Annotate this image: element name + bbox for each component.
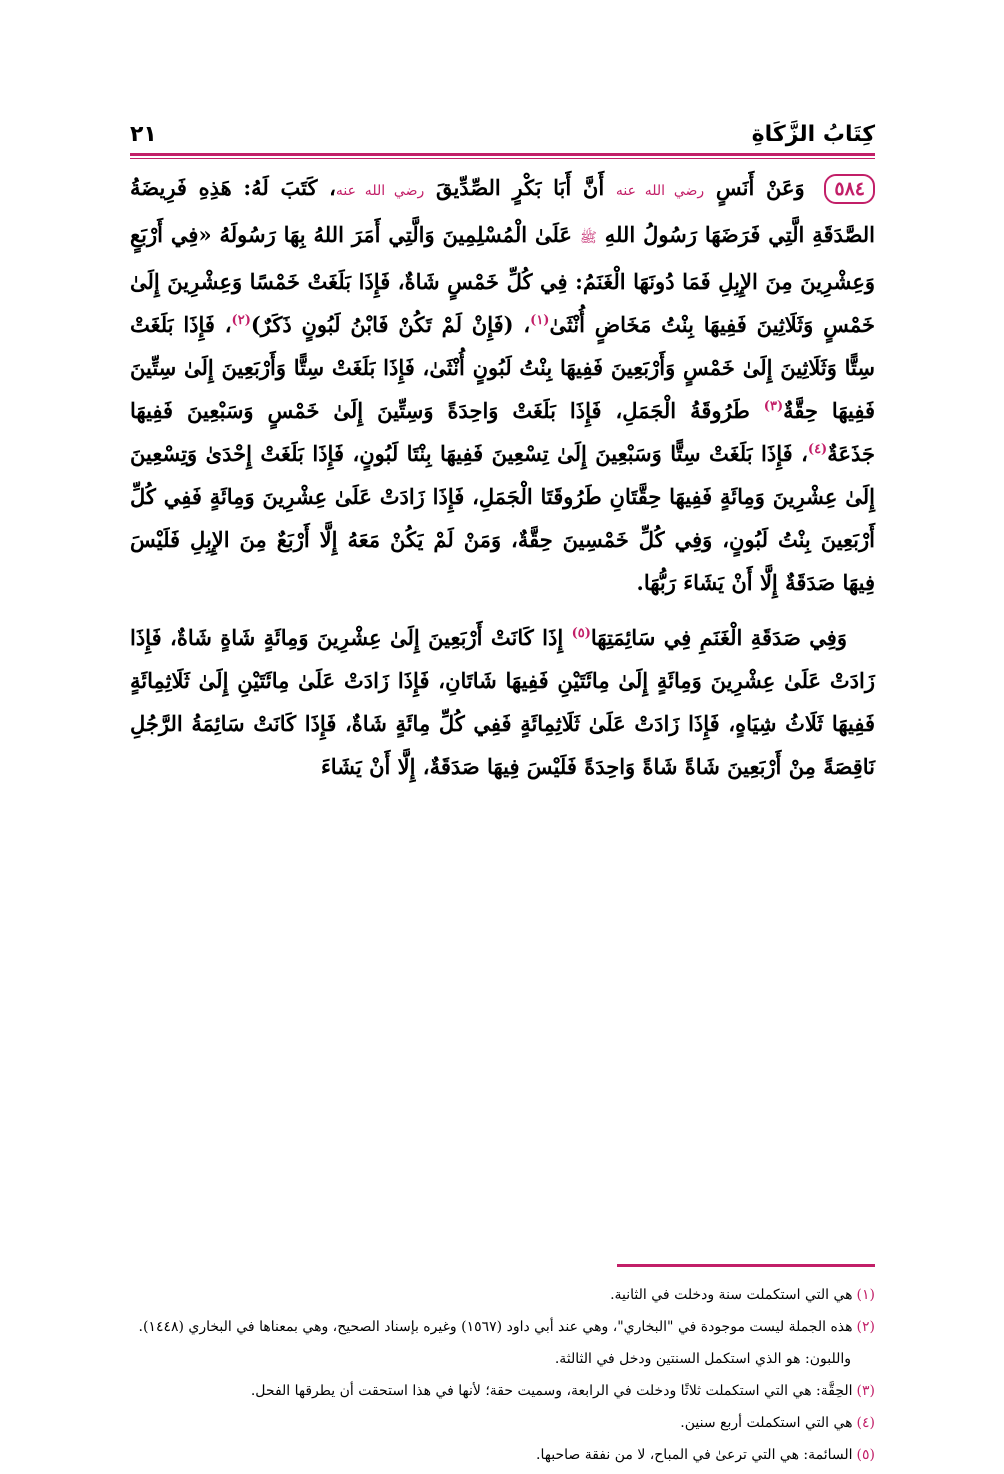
footnote-1 <box>130 1282 875 1308</box>
footnote-2 <box>130 1314 875 1340</box>
text-segment: طَرُوقَةُ الْجَمَلِ، فَإِذَا بَلَغَتْ وَاحِدَةً وَسِتِّينَ إِلَىٰ خَمْسٍ وَسَبْعِينَ فَفِيهَا جَذَعَةٌ <box>130 398 875 466</box>
page-header <box>130 108 875 148</box>
footnote-number: (٥) <box>856 1447 875 1463</box>
footnote-text: واللبون: هو الذي استكمل السنتين ودخل في الثالثة. <box>554 1351 851 1367</box>
footnote-4 <box>130 1410 875 1436</box>
text-segment: ، فَإِذَا بَلَغَتْ سِتًّا وَثَلَاثِينَ إِلَىٰ خَمْسٍ وَأَرْبَعِينَ فَفِيهَا بِنْتُ لَبُونٍ أُنْثَىٰ، فَإِذَا بَلَغَتْ سِتًّا وَأَرْبَعِينَ إِلَىٰ سِتِّينَ فَفِيهَا حِقَّةٌ <box>130 312 875 423</box>
footnote-text: السائمة: هي التي ترعىٰ في المباح، لا من نفقة صاحبها. <box>536 1447 853 1463</box>
honorific-mark: رضي الله عنه <box>335 183 425 199</box>
hadith-number-badge: ٥٨٤ <box>824 174 875 204</box>
page-number: ٢١ <box>130 121 157 147</box>
hadith-text <box>130 166 875 788</box>
footnote-3 <box>130 1378 875 1404</box>
footnote-separator <box>617 1264 875 1267</box>
footnotes <box>130 1282 875 1474</box>
book-title: كِتَابُ الزَّكَاةِ <box>751 121 875 147</box>
text-segment: أَنَّ أَبَا بَكْرٍ الصِّدِّيقَ <box>435 175 605 200</box>
footnote-text: هي التي استكملت أربع سنين. <box>680 1415 853 1431</box>
hadith-paragraph-2 <box>130 616 875 788</box>
text-segment: وَعَنْ أَنَسٍ <box>715 175 805 200</box>
footnote-5 <box>130 1442 875 1468</box>
text-segment: ، فَإِذَا بَلَغَتْ سِتًّا وَسَبْعِينَ إِلَىٰ تِسْعِينَ فَفِيهَا بِنْتَا لَبُونٍ، فَإِذَا بَلَغَتْ إِحْدَىٰ وَتِسْعِينَ إِلَىٰ عِشْرِينَ وَمِائَةٍ فَفِيهَا حِقَّتَانِ طَرُوقَتَا الْجَمَلِ، فَإِذَا زَادَتْ عَلَىٰ عِشْرِينَ وَمِائَةٍ فَفِي كُلِّ أَرْبَعِينَ بِنْتُ لَبُونٍ، وَفِي كُلِّ خَمْسِينَ حِقَّةٌ، وَمَنْ لَمْ يَكُنْ مَعَهُ إِلَّا أَرْبَعٌ مِنَ الإِبِلِ فَلَيْسَ فِيهَا صَدَقَةٌ إِلَّا أَنْ يَشَاءَ رَبُّهَا. <box>130 441 875 595</box>
header-rule-thin <box>130 158 875 159</box>
footnote-number: (١) <box>856 1287 875 1303</box>
footnote-ref-2[interactable]: (٢) <box>231 313 251 328</box>
footnote-text: هي التي استكملت سنة ودخلت في الثانية. <box>610 1287 853 1303</box>
text-segment: إِذَا كَانَتْ أَرْبَعِينَ إِلَىٰ عِشْرِينَ وَمِائَةٍ شَاةٍ شَاةٌ، فَإِذَا زَادَتْ عَلَىٰ عِشْرِينَ وَمِائَةٍ إِلَىٰ مِائَتَيْنِ فَفِيهَا شَاتَانِ، فَإِذَا زَادَتْ عَلَىٰ مِائَتَيْنِ إِلَىٰ ثَلَاثِمِائَةٍ فَفِيهَا ثَلَاثُ شِيَاهٍ، فَإِذَا زَادَتْ عَلَىٰ ثَلَاثِمِائَةٍ فَفِي كُلِّ مِائَةٍ شَاةٌ، فَإِذَا كَانَتْ سَائِمَةُ الرَّجُلِ نَاقِصَةً مِنْ أَرْبَعِينَ شَاةً شَاةً وَاحِدَةً فَلَيْسَ فِيهَا صَدَقَةٌ، إِلَّا أَنْ يَشَاءَ <box>130 625 875 779</box>
footnote-number: (٣) <box>856 1383 875 1399</box>
footnote-2-continued <box>130 1346 875 1372</box>
footnote-ref-4[interactable]: (٤) <box>807 442 828 457</box>
text-segment: وَفِي صَدَقَةِ الْغَنَمِ فِي سَائِمَتِهَا <box>590 625 847 650</box>
footnote-ref-1[interactable]: (١) <box>530 313 550 328</box>
hadith-paragraph-1 <box>130 166 875 604</box>
page <box>130 0 876 1463</box>
footnote-number: (٤) <box>856 1415 875 1431</box>
honorific-mark: ﷺ <box>579 230 597 246</box>
footnote-number: (٢) <box>856 1319 875 1335</box>
footnote-text: الحِقَّة: هي التي استكملت ثلاثًا ودخلت في الرابعة، وسميت حقة؛ لأنها في هذا استحقت أن يطرقها الفحل. <box>250 1383 853 1399</box>
text-segment: عَلَىٰ الْمُسْلِمِينَ وَالَّتِي أَمَرَ اللهُ بِهَا رَسُولَهُ «فِي أَرْبَعٍ وَعِشْرِينَ مِنَ الإِبِلِ فَمَا دُونَهَا الْغَنَمُ: فِي كُلِّ خَمْسٍ شَاةٌ، فَإِذَا بَلَغَتْ خَمْسًا وَعِشْرِينَ إِلَىٰ خَمْسٍ وَثَلَاثِينَ فَفِيهَا بِنْتُ مَخَاضٍ أُنْثَىٰ <box>130 222 876 337</box>
footnote-ref-3[interactable]: (٣) <box>763 399 784 414</box>
footnote-text: هذه الجملة ليست موجودة في "البخاري"، وهي عند أبي داود (١٥٦٧) وغيره بإسناد الصحيح، وهي بمعناها في البخاري (١٤٤٨). <box>138 1319 853 1335</box>
header-rule-thick <box>130 153 875 156</box>
honorific-mark: رضي الله عنه <box>615 183 705 199</box>
footnote-ref-5[interactable]: (٥) <box>571 626 591 641</box>
text-segment: ، (فَإِنْ لَمْ تَكُنْ فَابْنُ لَبُونٍ ذَكَرٌ) <box>250 312 531 337</box>
text-segment: ، كَتَبَ لَهُ: هَذِهِ فَرِيضَةُ الصَّدَقَةِ الَّتِي فَرَضَهَا رَسُولُ اللهِ <box>130 175 876 247</box>
